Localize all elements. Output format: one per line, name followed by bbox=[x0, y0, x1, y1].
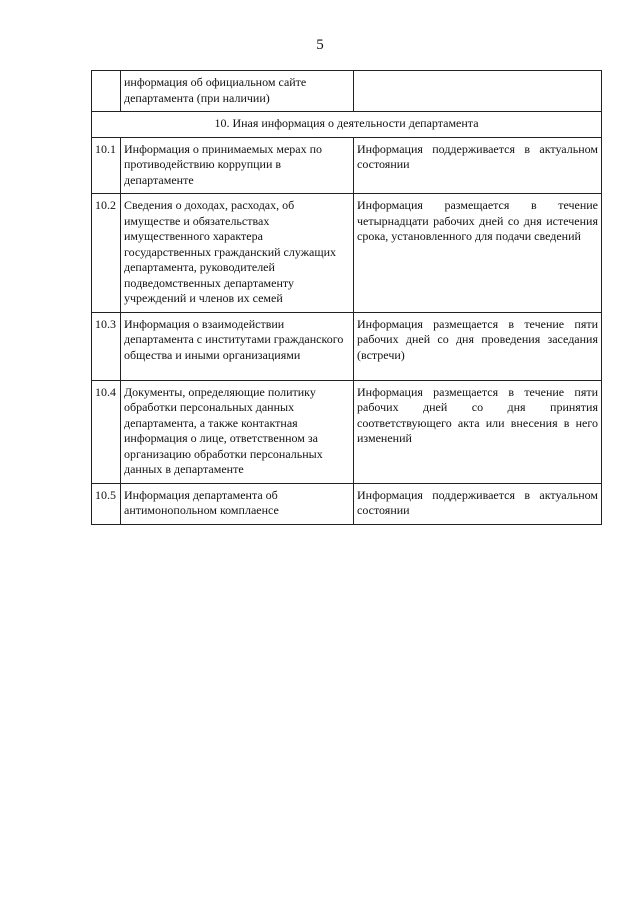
table-row bbox=[92, 137, 602, 194]
row-number: 10.1 bbox=[92, 137, 121, 194]
section-title: 10. Иная информация о деятельности департамента bbox=[92, 112, 602, 138]
row-number: 10.2 bbox=[92, 194, 121, 313]
row-number bbox=[92, 71, 121, 112]
row-term: Информация размещается в течение пяти рабочих дней со дня проведения заседания (встречи) bbox=[354, 312, 602, 380]
row-description: Информация о принимаемых мерах по противодействию коррупции в департаменте bbox=[121, 137, 354, 194]
row-description: Информация о взаимодействии департамента с институтами гражданского общества и иными организациями bbox=[121, 312, 354, 380]
table-row bbox=[92, 380, 602, 483]
row-description: Сведения о доходах, расходах, об имуществе и обязательствах имущественного характера государственных гражданский служащих департамента, руководителей подведомственных департаменту учреждений и членов их семей bbox=[121, 194, 354, 313]
row-description: информация об официальном сайте департамента (при наличии) bbox=[121, 71, 354, 112]
row-number: 10.3 bbox=[92, 312, 121, 380]
row-description: Документы, определяющие политику обработки персональных данных департамента, а также контактная информация о лице, ответственном за организацию обработки персональных данных в департаменте bbox=[121, 380, 354, 483]
page-number: 5 bbox=[316, 37, 324, 53]
table-row bbox=[92, 194, 602, 313]
row-description: Информация департамента об антимонопольном комплаенсе bbox=[121, 483, 354, 524]
row-term: Информация размещается в течение пяти рабочих дней со дня принятия соответствующего акта или внесения в него изменений bbox=[354, 380, 602, 483]
table-row bbox=[92, 483, 602, 524]
information-table bbox=[91, 70, 602, 525]
row-term bbox=[354, 71, 602, 112]
row-number: 10.4 bbox=[92, 380, 121, 483]
row-term: Информация поддерживается в актуальном состоянии bbox=[354, 483, 602, 524]
row-term: Информация поддерживается в актуальном состоянии bbox=[354, 137, 602, 194]
table-row bbox=[92, 71, 602, 112]
row-term: Информация размещается в течение четырнадцати рабочих дней со дня истечения срока, установленного для подачи сведений bbox=[354, 194, 602, 313]
row-number: 10.5 bbox=[92, 483, 121, 524]
table-row bbox=[92, 312, 602, 380]
section-header-row bbox=[92, 112, 602, 138]
